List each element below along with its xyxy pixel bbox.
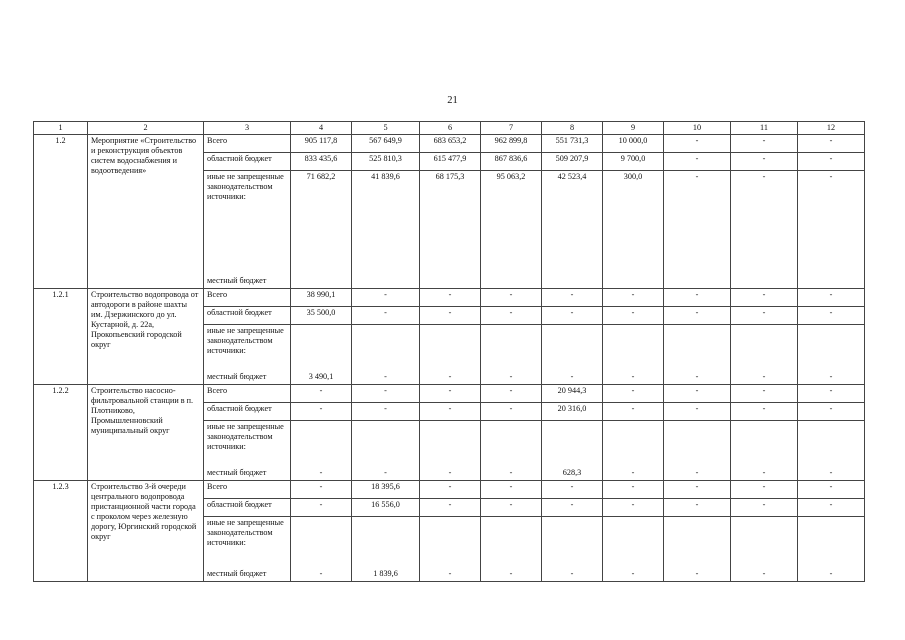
local-budget-label: местный бюджет [207, 276, 267, 285]
source-label-total: Всего [204, 289, 291, 307]
value-total: - [731, 135, 798, 153]
table-row [34, 385, 865, 403]
value-local [352, 517, 420, 582]
column-header: 12 [798, 122, 865, 135]
value-regional: - [603, 499, 664, 517]
value-local: 95 063,2 [481, 171, 542, 289]
value-local-text: - [762, 372, 766, 381]
value-local: 68 175,3 [420, 171, 481, 289]
value-total: 18 395,6 [352, 481, 420, 499]
local-budget-label: местный бюджет [207, 569, 267, 578]
value-local [798, 325, 865, 385]
value-total: 38 990,1 [291, 289, 352, 307]
table-row [34, 289, 865, 307]
value-regional: - [798, 153, 865, 171]
value-local-text: 628,3 [562, 468, 582, 477]
value-local [542, 421, 603, 481]
value-local: 300,0 [603, 171, 664, 289]
source-label-regional: областной бюджет [204, 307, 291, 325]
value-total: - [664, 481, 731, 499]
value-total: - [798, 481, 865, 499]
value-local-text: - [384, 468, 387, 477]
value-local [603, 517, 664, 582]
value-total: - [798, 289, 865, 307]
value-total: - [731, 289, 798, 307]
value-local [603, 325, 664, 385]
value-local [420, 421, 481, 481]
value-local-text: - [319, 468, 323, 477]
value-local-text: - [570, 372, 574, 381]
column-header: 4 [291, 122, 352, 135]
value-total: - [352, 385, 420, 403]
value-total: - [481, 481, 542, 499]
value-total: - [603, 289, 664, 307]
value-regional: 9 700,0 [603, 153, 664, 171]
value-local: 41 839,6 [352, 171, 420, 289]
value-regional: - [603, 403, 664, 421]
value-regional: 833 435,6 [291, 153, 352, 171]
value-local [664, 325, 731, 385]
value-total: - [291, 481, 352, 499]
value-local: - [798, 171, 865, 289]
value-regional: - [481, 307, 542, 325]
value-regional: 615 477,9 [420, 153, 481, 171]
value-local [291, 325, 352, 385]
value-local [664, 421, 731, 481]
value-total: - [603, 385, 664, 403]
value-local-text: - [319, 569, 323, 578]
column-header: 2 [88, 122, 204, 135]
value-regional: - [481, 499, 542, 517]
value-regional: - [352, 307, 420, 325]
value-local-text: 1 839,6 [373, 569, 398, 578]
column-header: 10 [664, 122, 731, 135]
section-number: 1.2.2 [34, 385, 88, 481]
value-local [603, 421, 664, 481]
source-label-other [204, 517, 291, 582]
section-number: 1.2 [34, 135, 88, 289]
value-regional: - [664, 499, 731, 517]
local-budget-label: местный бюджет [207, 372, 267, 381]
value-local [798, 517, 865, 582]
value-local [731, 421, 798, 481]
table-row [34, 135, 865, 153]
other-sources-label: иные не запрещенные законодательством источники: [207, 326, 284, 355]
source-label-total: Всего [204, 135, 291, 153]
value-local-text: - [829, 372, 833, 381]
other-sources-label: иные не запрещенные законодательством источники: [207, 172, 284, 201]
value-total: - [352, 289, 420, 307]
value-regional: - [542, 499, 603, 517]
value-total: - [481, 385, 542, 403]
value-regional: - [352, 403, 420, 421]
section-title: Строительство водопровода от автодороги в районе шахты им. Дзержинского до ул. Кустарной, д. 22а, Прокопьевский городской округ [88, 289, 204, 385]
value-regional: - [798, 499, 865, 517]
value-total: 683 653,2 [420, 135, 481, 153]
value-regional: - [420, 499, 481, 517]
value-total: - [420, 289, 481, 307]
value-total: 10 000,0 [603, 135, 664, 153]
value-local-text: - [829, 468, 833, 477]
value-regional: - [420, 403, 481, 421]
value-total: - [731, 385, 798, 403]
value-regional: - [664, 153, 731, 171]
section-number: 1.2.1 [34, 289, 88, 385]
value-total: - [664, 385, 731, 403]
value-local-text: - [695, 468, 699, 477]
value-local [542, 325, 603, 385]
value-local [420, 325, 481, 385]
column-header: 3 [204, 122, 291, 135]
source-label-total: Всего [204, 481, 291, 499]
value-local-text: - [695, 372, 699, 381]
source-label-other [204, 171, 291, 289]
value-regional: - [731, 153, 798, 171]
value-total: - [664, 135, 731, 153]
page-number: 21 [447, 95, 458, 106]
value-regional: 509 207,9 [542, 153, 603, 171]
value-regional: - [420, 307, 481, 325]
other-sources-label: иные не запрещенные законодательством источники: [207, 518, 284, 547]
value-total: - [798, 385, 865, 403]
value-local-text: 3 490,1 [308, 372, 334, 381]
budget-table [33, 121, 865, 582]
value-local-text: - [829, 569, 833, 578]
value-local [420, 517, 481, 582]
value-regional: - [291, 499, 352, 517]
value-local-text: - [448, 372, 452, 381]
column-header: 9 [603, 122, 664, 135]
source-label-regional: областной бюджет [204, 403, 291, 421]
value-total: - [420, 481, 481, 499]
section-number: 1.2.3 [34, 481, 88, 582]
value-regional: - [798, 403, 865, 421]
value-local [481, 517, 542, 582]
value-total: 20 944,3 [542, 385, 603, 403]
value-total: - [731, 481, 798, 499]
section-title: Мероприятие «Строительство и реконструкция объектов систем водоснабжения и водоотведения» [88, 135, 204, 289]
value-local-text: - [695, 569, 699, 578]
value-total: - [291, 385, 352, 403]
value-local-text: - [509, 468, 513, 477]
value-regional: 525 810,3 [352, 153, 420, 171]
value-local [291, 421, 352, 481]
value-local [291, 517, 352, 582]
value-local-text: - [509, 569, 513, 578]
other-sources-label: иные не запрещенные законодательством источники: [207, 422, 284, 451]
value-regional: - [664, 403, 731, 421]
value-local: 42 523,4 [542, 171, 603, 289]
value-total: 551 731,3 [542, 135, 603, 153]
value-local [481, 325, 542, 385]
value-local-text: - [631, 569, 635, 578]
value-total: 905 117,8 [291, 135, 352, 153]
value-local-text: - [384, 372, 387, 381]
value-local [731, 517, 798, 582]
section-title: Строительство насосно-фильтровальной станции в п. Плотниково, Промышленновский муниципальный округ [88, 385, 204, 481]
value-regional: - [731, 499, 798, 517]
value-local: - [664, 171, 731, 289]
value-local-text: - [448, 468, 452, 477]
value-total: 962 899,8 [481, 135, 542, 153]
value-total: - [798, 135, 865, 153]
value-regional: 20 316,0 [542, 403, 603, 421]
value-local [352, 421, 420, 481]
value-total: - [603, 481, 664, 499]
value-local-text: - [509, 372, 513, 381]
value-local [352, 325, 420, 385]
value-regional: - [603, 307, 664, 325]
value-regional: 867 836,6 [481, 153, 542, 171]
value-local-text: - [631, 468, 635, 477]
value-regional: - [542, 307, 603, 325]
value-regional: - [291, 403, 352, 421]
value-total: - [420, 385, 481, 403]
value-regional: 35 500,0 [291, 307, 352, 325]
source-label-other [204, 421, 291, 481]
value-regional: - [664, 307, 731, 325]
value-total: - [542, 481, 603, 499]
column-header: 7 [481, 122, 542, 135]
value-local [481, 421, 542, 481]
column-header: 8 [542, 122, 603, 135]
value-total: - [664, 289, 731, 307]
value-local: 71 682,2 [291, 171, 352, 289]
column-header: 5 [352, 122, 420, 135]
value-local: - [731, 171, 798, 289]
value-local [664, 517, 731, 582]
value-local-text: - [762, 569, 766, 578]
source-label-regional: областной бюджет [204, 499, 291, 517]
column-header: 11 [731, 122, 798, 135]
source-label-regional: областной бюджет [204, 153, 291, 171]
value-total: - [542, 289, 603, 307]
value-local [798, 421, 865, 481]
value-local-text: - [448, 569, 452, 578]
value-local-text: - [570, 569, 574, 578]
value-local-text: - [762, 468, 766, 477]
value-local [542, 517, 603, 582]
value-regional: - [798, 307, 865, 325]
value-regional: 16 556,0 [352, 499, 420, 517]
value-regional: - [731, 403, 798, 421]
value-local-text: - [631, 372, 635, 381]
source-label-total: Всего [204, 385, 291, 403]
value-regional: - [731, 307, 798, 325]
source-label-other [204, 325, 291, 385]
value-local [731, 325, 798, 385]
value-total: - [481, 289, 542, 307]
column-header: 1 [34, 122, 88, 135]
column-header: 6 [420, 122, 481, 135]
table-row [34, 481, 865, 499]
local-budget-label: местный бюджет [207, 468, 267, 477]
table-header-row [34, 122, 865, 135]
value-regional: - [481, 403, 542, 421]
value-total: 567 649,9 [352, 135, 420, 153]
section-title: Строительство 3-й очереди центрального водопровода пристанционной части города с проколом через железную дорогу, Юргинский городской округ [88, 481, 204, 582]
